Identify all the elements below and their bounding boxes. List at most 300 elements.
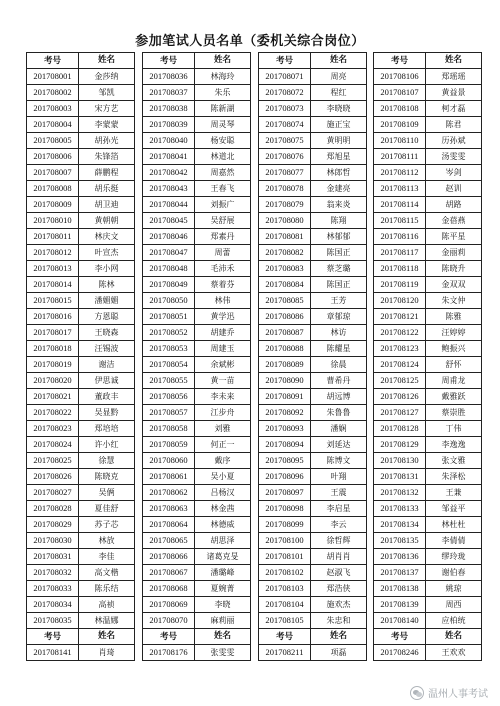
candidate-name: 胡建乔 <box>195 325 251 341</box>
candidate-name: 周蕾 <box>195 245 251 261</box>
candidate-name: 陈国正 <box>311 277 367 293</box>
candidate-name: 李启星 <box>311 501 367 517</box>
header-number: 考号 <box>259 53 311 69</box>
candidate-name: 陈雅 <box>426 309 482 325</box>
table-row <box>143 469 251 485</box>
exam-number: 201708046 <box>143 229 195 245</box>
candidate-name: 徐慧 <box>79 453 135 469</box>
candidate-name: 施欢杰 <box>311 597 367 613</box>
header-number: 考号 <box>143 53 195 69</box>
exam-number: 201708121 <box>374 309 426 325</box>
table-row <box>27 117 135 133</box>
candidate-name: 杨安聪 <box>195 133 251 149</box>
exam-number: 201708002 <box>27 85 79 101</box>
exam-number: 201708123 <box>374 341 426 357</box>
header-name: 姓名 <box>426 53 482 69</box>
candidate-name: 何正一 <box>195 437 251 453</box>
exam-number: 201708101 <box>259 549 311 565</box>
candidate-name: 徐晨 <box>311 357 367 373</box>
candidate-name: 邹益平 <box>426 501 482 517</box>
exam-number: 201708009 <box>27 197 79 213</box>
candidate-name: 金莎纳 <box>79 69 135 85</box>
table-row <box>259 245 367 261</box>
candidate-name: 黄学迅 <box>195 309 251 325</box>
header-name: 姓名 <box>311 53 367 69</box>
candidate-name: 林杜杜 <box>426 517 482 533</box>
exam-number: 201708119 <box>374 277 426 293</box>
roster-table-4 <box>373 52 482 661</box>
exam-number: 201708023 <box>27 421 79 437</box>
exam-number: 201708083 <box>259 261 311 277</box>
exam-number: 201708071 <box>259 69 311 85</box>
table-row <box>259 325 367 341</box>
candidate-name: 项磊 <box>311 645 367 661</box>
table-row <box>143 165 251 181</box>
table-row <box>374 613 482 629</box>
table-row <box>27 533 135 549</box>
table-row <box>374 261 482 277</box>
table-row <box>259 533 367 549</box>
exam-number: 201708107 <box>374 85 426 101</box>
candidate-name: 伊思诚 <box>79 373 135 389</box>
header-name: 姓名 <box>79 53 135 69</box>
exam-number: 201708049 <box>143 277 195 293</box>
candidate-name: 应柏统 <box>426 613 482 629</box>
exam-number: 201708028 <box>27 501 79 517</box>
exam-number: 201708038 <box>143 101 195 117</box>
table-row <box>143 293 251 309</box>
exam-number: 201708110 <box>374 133 426 149</box>
table-row <box>27 549 135 565</box>
candidate-name: 吴小夏 <box>195 469 251 485</box>
exam-number: 201708090 <box>259 373 311 389</box>
table-row <box>27 85 135 101</box>
exam-number: 201708100 <box>259 533 311 549</box>
exam-number: 201708128 <box>374 421 426 437</box>
exam-number: 201708082 <box>259 245 311 261</box>
table-row <box>374 69 482 85</box>
exam-number: 201708050 <box>143 293 195 309</box>
exam-number: 201708129 <box>374 437 426 453</box>
exam-number: 201708033 <box>27 581 79 597</box>
table-row <box>259 437 367 453</box>
candidate-name: 陈乐结 <box>79 581 135 597</box>
table-row <box>374 517 482 533</box>
page-title: 参加笔试人员名单（委机关综合岗位） <box>135 34 365 49</box>
exam-number: 201708085 <box>259 293 311 309</box>
table-row <box>374 437 482 453</box>
table-row <box>27 517 135 533</box>
table-row <box>374 165 482 181</box>
table-row <box>27 581 135 597</box>
exam-number: 201708040 <box>143 133 195 149</box>
table-row <box>374 341 482 357</box>
candidate-name: 戴序 <box>195 453 251 469</box>
candidate-name: 郑浩侠 <box>311 581 367 597</box>
candidate-name: 毛沛禾 <box>195 261 251 277</box>
candidate-name: 宋方艺 <box>79 101 135 117</box>
table-row <box>374 117 482 133</box>
candidate-name: 许小红 <box>79 437 135 453</box>
exam-number: 201708125 <box>374 373 426 389</box>
candidate-name: 林郁郁 <box>311 229 367 245</box>
candidate-name: 柯才磊 <box>426 101 482 117</box>
candidate-name: 陈新湖 <box>195 101 251 117</box>
exam-number: 201708176 <box>143 645 195 661</box>
table-row <box>143 517 251 533</box>
exam-number: 201708104 <box>259 597 311 613</box>
table-row <box>143 341 251 357</box>
table-row <box>259 517 367 533</box>
candidate-name: 郑瑶瑶 <box>426 69 482 85</box>
table-row <box>27 341 135 357</box>
table-header-row <box>374 53 482 69</box>
candidate-name: 李未来 <box>195 389 251 405</box>
exam-number: 201708055 <box>143 373 195 389</box>
candidate-name: 舒怀 <box>426 357 482 373</box>
table-row <box>374 581 482 597</box>
exam-number: 201708005 <box>27 133 79 149</box>
table-row <box>27 197 135 213</box>
table-row <box>259 549 367 565</box>
exam-number: 201708052 <box>143 325 195 341</box>
exam-number: 201708013 <box>27 261 79 277</box>
candidate-name: 潘璐峰 <box>195 565 251 581</box>
table-row <box>143 565 251 581</box>
table-row <box>259 501 367 517</box>
exam-number: 201708106 <box>374 69 426 85</box>
exam-number: 201708075 <box>259 133 311 149</box>
candidate-name: 邹凯 <box>79 85 135 101</box>
exam-number: 201708211 <box>259 645 311 661</box>
candidate-name: 王晓森 <box>79 325 135 341</box>
exam-number: 201708111 <box>374 149 426 165</box>
table-row <box>143 421 251 437</box>
exam-number: 201708012 <box>27 245 79 261</box>
exam-number: 201708103 <box>259 581 311 597</box>
table-row <box>374 245 482 261</box>
table-row <box>143 357 251 373</box>
exam-number: 201708140 <box>374 613 426 629</box>
exam-number: 201708094 <box>259 437 311 453</box>
candidate-name: 林访 <box>311 325 367 341</box>
candidate-name: 陈翔 <box>311 213 367 229</box>
exam-number: 201708108 <box>374 101 426 117</box>
candidate-name: 朱忠和 <box>311 613 367 629</box>
exam-number: 201708114 <box>374 197 426 213</box>
table-row <box>27 325 135 341</box>
table-row <box>143 229 251 245</box>
exam-number: 201708074 <box>259 117 311 133</box>
header-name: 姓名 <box>79 629 135 645</box>
candidate-name: 林道北 <box>195 149 251 165</box>
exam-number: 201708041 <box>143 149 195 165</box>
candidate-name: 李云 <box>311 517 367 533</box>
candidate-name: 叶翔 <box>311 469 367 485</box>
candidate-name: 金建亮 <box>311 181 367 197</box>
table-row <box>259 469 367 485</box>
candidate-name: 翁来炎 <box>311 197 367 213</box>
table-row <box>374 597 482 613</box>
table-row <box>259 293 367 309</box>
table-row <box>259 197 367 213</box>
exam-number: 201708045 <box>143 213 195 229</box>
candidate-name: 郑旭星 <box>311 149 367 165</box>
candidate-name: 胡路 <box>426 197 482 213</box>
candidate-name: 苏子芯 <box>79 517 135 533</box>
exam-number: 201708060 <box>143 453 195 469</box>
candidate-name: 金双双 <box>426 277 482 293</box>
table-row <box>259 277 367 293</box>
table-row <box>374 309 482 325</box>
table-row <box>27 645 135 661</box>
table-row <box>143 261 251 277</box>
table-row <box>374 469 482 485</box>
table-row <box>259 213 367 229</box>
table-row <box>259 101 367 117</box>
exam-number: 201708064 <box>143 517 195 533</box>
exam-number: 201708133 <box>374 501 426 517</box>
header-number: 考号 <box>143 629 195 645</box>
candidate-name: 刘雅 <box>195 421 251 437</box>
exam-number: 201708131 <box>374 469 426 485</box>
exam-number: 201708118 <box>374 261 426 277</box>
table-header-row <box>143 629 251 645</box>
table-row <box>143 197 251 213</box>
table-row <box>259 565 367 581</box>
candidate-name: 金丽莉 <box>426 245 482 261</box>
table-row <box>259 389 367 405</box>
exam-number: 201708124 <box>374 357 426 373</box>
candidate-name: 林德威 <box>195 517 251 533</box>
exam-number: 201708037 <box>143 85 195 101</box>
candidate-name: 潘媚媚 <box>79 293 135 309</box>
table-row <box>27 453 135 469</box>
table-row <box>27 405 135 421</box>
candidate-name: 胡卫迪 <box>79 197 135 213</box>
candidate-name: 夏婉菁 <box>195 581 251 597</box>
table-row <box>374 533 482 549</box>
table-row <box>143 373 251 389</box>
candidate-name: 张文雅 <box>426 453 482 469</box>
exam-number: 201708134 <box>374 517 426 533</box>
table-row <box>259 309 367 325</box>
exam-number: 201708001 <box>27 69 79 85</box>
table-row <box>374 389 482 405</box>
candidate-name: 赵淑飞 <box>311 565 367 581</box>
table-row <box>259 453 367 469</box>
table-row <box>27 101 135 117</box>
roster-table-3 <box>258 52 367 661</box>
exam-number: 201708113 <box>374 181 426 197</box>
candidate-name: 林庆文 <box>79 229 135 245</box>
header-name: 姓名 <box>426 629 482 645</box>
exam-number: 201708139 <box>374 597 426 613</box>
table-row <box>27 437 135 453</box>
exam-number: 201708246 <box>374 645 426 661</box>
exam-number: 201708089 <box>259 357 311 373</box>
candidate-name: 陈平星 <box>426 229 482 245</box>
table-row <box>259 405 367 421</box>
table-row <box>27 485 135 501</box>
exam-number: 201708126 <box>374 389 426 405</box>
candidate-name: 吴俩 <box>79 485 135 501</box>
table-row <box>143 645 251 661</box>
exam-number: 201708026 <box>27 469 79 485</box>
header-number: 考号 <box>374 629 426 645</box>
table-row <box>27 229 135 245</box>
exam-number: 201708069 <box>143 597 195 613</box>
exam-number: 201708065 <box>143 533 195 549</box>
candidate-name: 林放 <box>79 533 135 549</box>
candidate-name: 李蒙蒙 <box>79 117 135 133</box>
exam-number: 201708024 <box>27 437 79 453</box>
candidate-name: 方恩聪 <box>79 309 135 325</box>
candidate-name: 谢洁 <box>79 357 135 373</box>
candidate-name: 朱锋箔 <box>79 149 135 165</box>
exam-number: 201708027 <box>27 485 79 501</box>
exam-number: 201708138 <box>374 581 426 597</box>
table-row <box>143 453 251 469</box>
wechat-icon <box>410 686 424 700</box>
table-row <box>374 485 482 501</box>
candidate-name: 高文楷 <box>79 565 135 581</box>
table-row <box>259 117 367 133</box>
table-row <box>143 101 251 117</box>
exam-number: 201708061 <box>143 469 195 485</box>
candidate-name: 岑剑 <box>426 165 482 181</box>
exam-number: 201708014 <box>27 277 79 293</box>
candidate-name: 王欢欢 <box>426 645 482 661</box>
table-row <box>143 309 251 325</box>
candidate-name: 金蓓燕 <box>426 213 482 229</box>
exam-number: 201708007 <box>27 165 79 181</box>
exam-number: 201708030 <box>27 533 79 549</box>
exam-number: 201708087 <box>259 325 311 341</box>
candidate-name: 诸葛克旻 <box>195 549 251 565</box>
header-name: 姓名 <box>311 629 367 645</box>
exam-number: 201708080 <box>259 213 311 229</box>
table-row <box>374 421 482 437</box>
table-row <box>259 133 367 149</box>
table-row <box>143 501 251 517</box>
candidate-name: 林伟 <box>195 293 251 309</box>
candidate-name: 王春飞 <box>195 181 251 197</box>
table-row <box>259 597 367 613</box>
exam-number: 201708003 <box>27 101 79 117</box>
table-row <box>374 565 482 581</box>
exam-number: 201708130 <box>374 453 426 469</box>
table-row <box>27 613 135 629</box>
exam-number: 201708112 <box>374 165 426 181</box>
candidate-name: 谢伯春 <box>426 565 482 581</box>
table-row <box>143 325 251 341</box>
candidate-name: 丁伟 <box>426 421 482 437</box>
exam-number: 201708011 <box>27 229 79 245</box>
table-row <box>374 357 482 373</box>
candidate-name: 鲍振兴 <box>426 341 482 357</box>
table-row <box>259 165 367 181</box>
candidate-name: 汪婷婷 <box>426 325 482 341</box>
table-row <box>143 549 251 565</box>
exam-number: 201708070 <box>143 613 195 629</box>
roster-table-2 <box>142 52 251 661</box>
exam-number: 201708058 <box>143 421 195 437</box>
exam-number: 201708115 <box>374 213 426 229</box>
table-header-row <box>259 629 367 645</box>
table-row <box>27 389 135 405</box>
table-row <box>259 373 367 389</box>
exam-number: 201708072 <box>259 85 311 101</box>
exam-number: 201708120 <box>374 293 426 309</box>
exam-number: 201708109 <box>374 117 426 133</box>
table-row <box>143 533 251 549</box>
table-row <box>374 501 482 517</box>
table-row <box>259 341 367 357</box>
table-header-row <box>374 629 482 645</box>
candidate-name: 缪玲珑 <box>426 549 482 565</box>
table-row <box>374 373 482 389</box>
candidate-name: 余斌彬 <box>195 357 251 373</box>
watermark-text: 温州人事考试 <box>428 689 488 700</box>
candidate-name: 王芳 <box>311 293 367 309</box>
candidate-name: 李小网 <box>79 261 135 277</box>
roster-grid <box>0 52 500 672</box>
table-row <box>374 453 482 469</box>
table-row <box>259 357 367 373</box>
candidate-name: 姚琼 <box>426 581 482 597</box>
candidate-name: 蔡崇胜 <box>426 405 482 421</box>
table-row <box>143 133 251 149</box>
exam-number: 201708073 <box>259 101 311 117</box>
table-row <box>27 149 135 165</box>
candidate-name: 李逸逸 <box>426 437 482 453</box>
table-row <box>374 213 482 229</box>
exam-number: 201708093 <box>259 421 311 437</box>
exam-number: 201708044 <box>143 197 195 213</box>
candidate-name: 吴显黔 <box>79 405 135 421</box>
table-row <box>143 581 251 597</box>
watermark <box>410 685 488 700</box>
exam-number: 201708047 <box>143 245 195 261</box>
candidate-name: 陈林 <box>79 277 135 293</box>
exam-number: 201708031 <box>27 549 79 565</box>
candidate-name: 戴雅跃 <box>426 389 482 405</box>
exam-number: 201708141 <box>27 645 79 661</box>
candidate-name: 刘振广 <box>195 197 251 213</box>
exam-number: 201708036 <box>143 69 195 85</box>
candidate-name: 夏佳舒 <box>79 501 135 517</box>
table-row <box>27 501 135 517</box>
exam-number: 201708135 <box>374 533 426 549</box>
exam-number: 201708010 <box>27 213 79 229</box>
exam-number: 201708116 <box>374 229 426 245</box>
exam-number: 201708018 <box>27 341 79 357</box>
exam-number: 201708043 <box>143 181 195 197</box>
exam-number: 201708015 <box>27 293 79 309</box>
candidate-name: 陈博文 <box>311 453 367 469</box>
table-row <box>27 277 135 293</box>
exam-number: 201708096 <box>259 469 311 485</box>
candidate-name: 胡思泽 <box>195 533 251 549</box>
table-row <box>143 245 251 261</box>
header-number: 考号 <box>259 629 311 645</box>
candidate-name: 董政丰 <box>79 389 135 405</box>
candidate-name: 黄益景 <box>426 85 482 101</box>
candidate-name: 蔡着芬 <box>195 277 251 293</box>
exam-number: 201708006 <box>27 149 79 165</box>
exam-number: 201708091 <box>259 389 311 405</box>
